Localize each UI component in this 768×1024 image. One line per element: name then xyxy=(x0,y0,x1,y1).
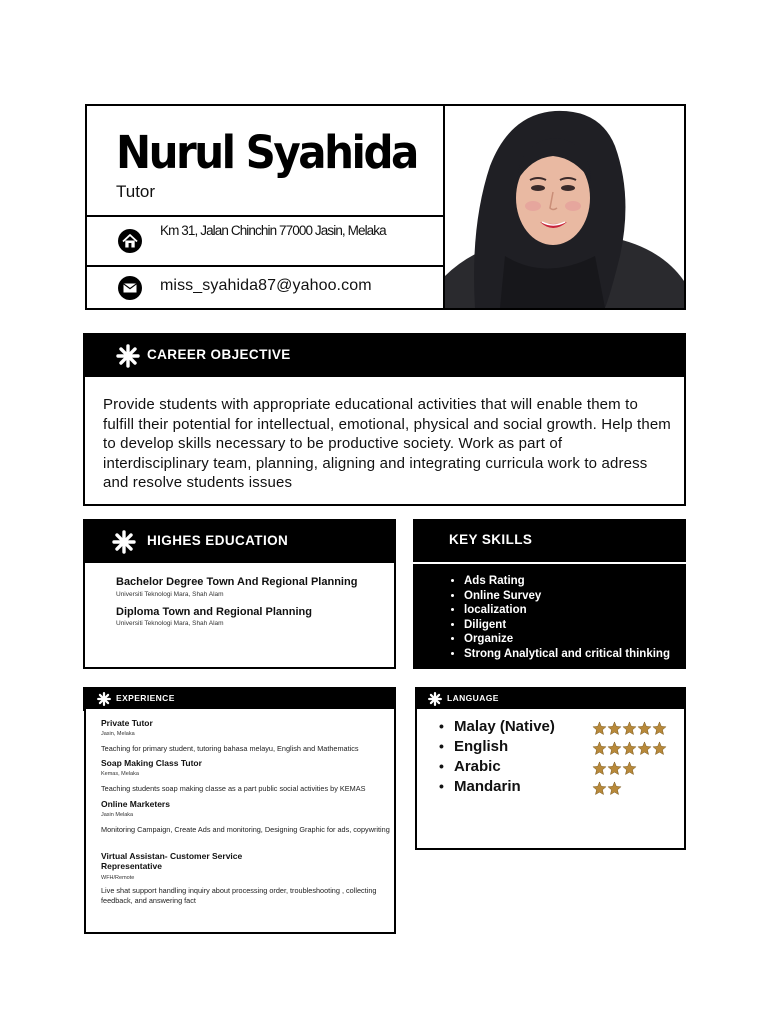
address-row xyxy=(85,215,445,267)
profile-photo xyxy=(443,104,686,310)
star-icon xyxy=(622,741,637,756)
career-objective-text: Provide students with appropriate educational activities that will enable them to fulfill their potential for intellectual, emotional, physical and social growth. Help them to develop skills necessary to be productive society. Work as part of interdisciplinary team, planning, aligning and integrating curricula work to adress and resolve students issues xyxy=(103,396,671,491)
star-icon xyxy=(592,741,607,756)
experience-job-title: Virtual Assistan- Customer Service Representative xyxy=(101,851,243,871)
person-role: Tutor xyxy=(116,182,156,201)
experience-location: WFH/Remote xyxy=(101,875,135,881)
star-icon xyxy=(607,721,622,736)
experience-description: Teaching for primary student, tutoring bahasa melayu, English and Mathematics xyxy=(101,744,359,753)
star-icon xyxy=(622,721,637,736)
language-header xyxy=(415,687,686,711)
language-rating xyxy=(592,781,622,801)
language-rating xyxy=(592,741,667,761)
education-school: Universiti Teknologi Mara, Shah Alam xyxy=(116,591,224,598)
experience-job-title: Private Tutor xyxy=(101,718,153,728)
language-item xyxy=(454,758,501,775)
experience-description: Monitoring Campaign, Create Ads and monitoring, Designing Graphic for ads, copywriting xyxy=(101,825,390,834)
education-degree: Diploma Town and Regional Planning xyxy=(116,606,312,618)
experience-header xyxy=(83,687,396,711)
language-title: LANGUAGE xyxy=(447,693,499,703)
language-name: Mandarin xyxy=(454,778,521,795)
skill-item: • Organize xyxy=(464,632,670,647)
skill-item: • Ads Rating xyxy=(464,574,670,589)
star-icon xyxy=(592,761,607,776)
education-header xyxy=(83,519,396,565)
star-icon xyxy=(592,781,607,796)
education-body xyxy=(83,563,396,669)
asterisk-icon xyxy=(97,692,111,706)
address-text: Km 31, Jalan Chinchin 77000 Jasin, Melaka xyxy=(160,223,386,238)
star-icon xyxy=(637,721,652,736)
skill-item: • Diligent xyxy=(464,618,670,633)
language-item xyxy=(454,778,521,795)
experience-description: Live shat support handling inquiry about processing order, troubleshooting , collecting feedback, and answering fact xyxy=(101,886,377,906)
star-icon xyxy=(652,741,667,756)
skill-item: • Strong Analytical and critical thinking xyxy=(464,647,670,662)
star-icon xyxy=(652,721,667,736)
email-link[interactable]: miss_syahida87@yahoo.com xyxy=(160,277,372,294)
experience-description: Teaching students soap making classe as a part public social activities by KEMAS xyxy=(101,784,366,793)
experience-job-title: Online Marketers xyxy=(101,799,170,809)
experience-body xyxy=(84,709,396,934)
star-icon xyxy=(622,761,637,776)
star-icon xyxy=(592,721,607,736)
star-icon xyxy=(607,741,622,756)
language-body xyxy=(415,709,686,850)
star-icon xyxy=(607,781,622,796)
education-degree: Bachelor Degree Town And Regional Planning xyxy=(116,576,358,588)
experience-location: Jasin, Melaka xyxy=(101,731,135,737)
language-name: Malay (Native) xyxy=(454,718,555,735)
career-objective-body xyxy=(83,377,686,506)
name-section xyxy=(85,104,445,217)
skills-title: KEY SKILLS xyxy=(449,532,533,547)
skills-list xyxy=(464,574,670,662)
language-item xyxy=(454,738,508,755)
skill-item: • localization xyxy=(464,603,670,618)
skills-body xyxy=(413,564,686,669)
experience-location: Kemas, Melaka xyxy=(101,771,139,777)
language-name: Arabic xyxy=(454,758,501,775)
experience-location: Jasin Melaka xyxy=(101,812,134,818)
star-icon xyxy=(607,761,622,776)
education-school: Universiti Teknologi Mara, Shah Alam xyxy=(116,620,224,627)
education-title: HIGHES EDUCATION xyxy=(147,533,289,548)
envelope-icon xyxy=(117,275,143,301)
email-row xyxy=(85,265,445,310)
person-name: Nurul Syahida xyxy=(116,126,417,179)
language-rating xyxy=(592,721,667,741)
profile-photo-illustration xyxy=(445,106,684,308)
star-icon xyxy=(637,741,652,756)
language-name: English xyxy=(454,738,509,755)
asterisk-icon xyxy=(116,344,140,368)
language-rating xyxy=(592,761,637,781)
skill-item: • Online Survey xyxy=(464,589,670,604)
career-objective-header xyxy=(83,333,686,379)
asterisk-icon xyxy=(112,530,136,554)
asterisk-icon xyxy=(428,692,442,706)
language-item xyxy=(454,718,555,735)
home-icon xyxy=(117,228,143,254)
experience-job-title: Soap Making Class Tutor xyxy=(101,758,202,768)
skills-header xyxy=(413,519,686,562)
career-objective-title: CAREER OBJECTIVE xyxy=(147,347,291,362)
experience-title: EXPERIENCE xyxy=(116,693,175,703)
